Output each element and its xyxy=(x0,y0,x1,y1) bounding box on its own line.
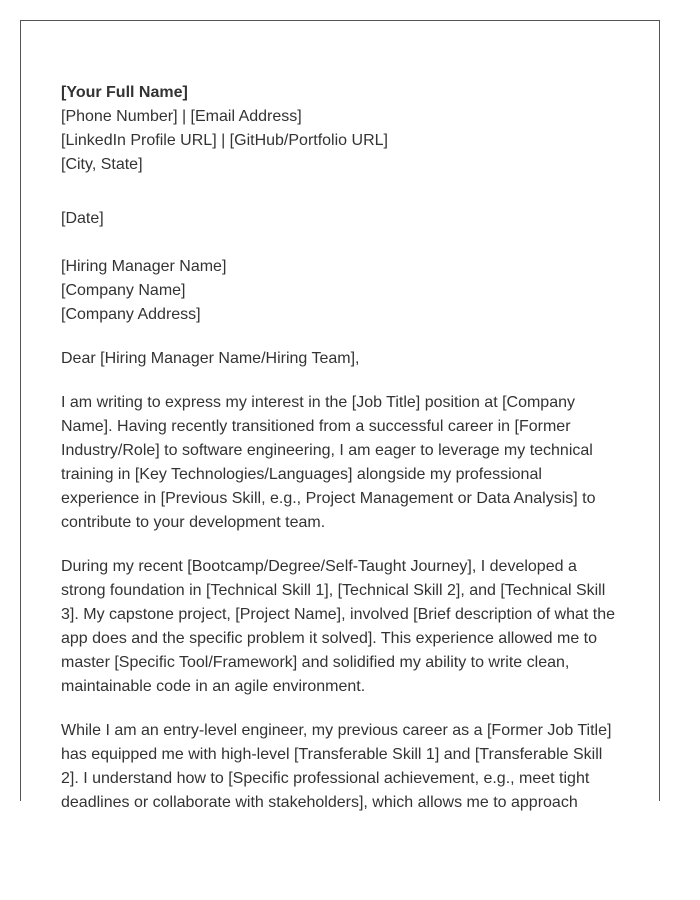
paragraph-transferable-skills xyxy=(61,719,621,815)
spacer xyxy=(61,699,621,719)
paragraph-line: I am writing to express my interest in the [Job Title] position at [Company xyxy=(61,394,575,411)
recipient-block xyxy=(61,255,621,327)
recipient-manager-name: [Hiring Manager Name] xyxy=(61,258,227,275)
sender-links-line: [LinkedIn Profile URL] | [GitHub/Portfolio URL] xyxy=(61,132,388,149)
paragraph-line: Name]. Having recently transitioned from a successful career in [Former xyxy=(61,418,571,435)
sender-contact-line: [Phone Number] | [Email Address] xyxy=(61,108,302,125)
salutation: Dear [Hiring Manager Name/Hiring Team], xyxy=(61,350,360,367)
paragraph-line: strong foundation in [Technical Skill 1], [Technical Skill 2], and [Technical Skill xyxy=(61,582,606,599)
paragraph-line: experience in [Previous Skill, e.g., Project Management or Data Analysis] to xyxy=(61,490,596,507)
sender-full-name: [Your Full Name] xyxy=(61,84,188,101)
paragraph-line: training in [Key Technologies/Languages] alongside my professional xyxy=(61,466,542,483)
paragraph-line: master [Specific Tool/Framework] and solidified my ability to write clean, xyxy=(61,654,570,671)
recipient-company-name: [Company Name] xyxy=(61,282,186,299)
paragraph-line: deadlines or collaborate with stakeholders], which allows me to approach xyxy=(61,794,578,811)
paragraph-line: maintainable code in an agile environment. xyxy=(61,678,366,695)
paragraph-line: 2]. I understand how to [Specific professional achievement, e.g., meet tight xyxy=(61,770,590,787)
cover-letter-page xyxy=(20,20,660,811)
cover-letter-body xyxy=(61,81,621,815)
paragraph-line: During my recent [Bootcamp/Degree/Self-Taught Journey], I developed a xyxy=(61,558,577,575)
letter-date: [Date] xyxy=(61,210,104,227)
paragraph-line: app does and the specific problem it solved]. This experience allowed me to xyxy=(61,630,598,647)
paragraph-line: 3]. My capstone project, [Project Name], involved [Brief description of what the xyxy=(61,606,616,623)
sender-block xyxy=(61,81,621,177)
paragraph-intro xyxy=(61,391,621,535)
spacer xyxy=(61,535,621,555)
paragraph-line: contribute to your development team. xyxy=(61,514,326,531)
sender-location-line: [City, State] xyxy=(61,156,143,173)
spacer xyxy=(61,231,621,255)
paragraph-line: Industry/Role] to software engineering, I am eager to leverage my technical xyxy=(61,442,593,459)
paragraph-line: has equipped me with high-level [Transferable Skill 1] and [Transferable Skill xyxy=(61,746,603,763)
paragraph-line: While I am an entry-level engineer, my previous career as a [Former Job Title] xyxy=(61,722,612,739)
spacer xyxy=(61,327,621,347)
recipient-company-address: [Company Address] xyxy=(61,306,201,323)
spacer xyxy=(61,371,621,391)
spacer xyxy=(61,177,621,207)
paragraph-experience xyxy=(61,555,621,699)
